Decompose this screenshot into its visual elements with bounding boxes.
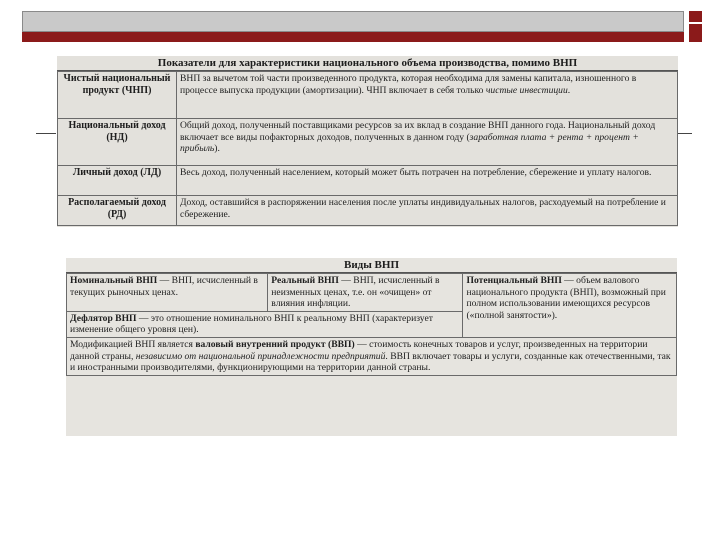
right-rule <box>678 133 692 134</box>
mod-mid: — стоимость конечных товаров и услуг, произведенных на территории данной страны, <box>70 338 648 362</box>
mod-start: Модификацией ВНП является <box>70 338 196 350</box>
mod-emphasis: независимо от национальной принадлежности предприятий <box>135 350 386 362</box>
title-bar-accent <box>22 32 684 42</box>
table-row <box>58 196 678 226</box>
left-rule <box>36 133 56 134</box>
potential-desc: — объем валового национального продукта (ВНП), возможный при полном использовании имеющихся ресурсов («полной занятости»). <box>466 275 666 321</box>
nominal-desc: — ВНП, исчисленный в текущих рыночных ценах. <box>70 275 258 298</box>
potential-term: Потенциальный ВНП <box>466 275 562 286</box>
mod-end: . ВВП включает товары и услуги, созданные как отечественными, так и иностранными производителями, функционирующими на территории данной страны. <box>70 350 671 374</box>
gnp-types-table-image <box>66 258 677 436</box>
corner-square-top <box>689 11 702 22</box>
deflator-term: Дефлятор ВНП <box>70 312 137 324</box>
table2-title: Виды ВНП <box>66 258 677 273</box>
table-row <box>58 119 678 166</box>
desc-emphasis: чистые инвестиции <box>485 84 568 96</box>
gnp-types-table <box>66 273 677 376</box>
table-row <box>58 72 678 119</box>
table-row <box>67 274 677 312</box>
indicators-table-image <box>57 56 678 227</box>
desc-emphasis: заработная плата + рента + процент + прибыль <box>180 131 639 155</box>
real-term: Реальный ВНП <box>271 275 339 286</box>
term-cell: Располагаемый доход (РД) <box>58 196 177 226</box>
desc-end: . <box>567 84 571 96</box>
modification-cell <box>67 337 677 375</box>
table1-title: Показатели для характеристики национального объема производства, помимо ВНП <box>57 56 678 71</box>
table-row <box>58 166 678 196</box>
term-cell: Национальный доход (НД) <box>58 119 177 166</box>
title-bar <box>22 11 684 32</box>
potential-cell <box>463 274 677 338</box>
deflator-cell <box>67 311 463 337</box>
desc-end: ). <box>214 143 220 155</box>
nominal-term: Номинальный ВНП <box>70 275 158 286</box>
nominal-cell <box>67 274 268 312</box>
term-cell: Чистый национальный продукт (ЧНП) <box>58 72 177 119</box>
desc-cell: Весь доход, полученный населением, который может быть потрачен на потребление, сбережение и уплату налогов. <box>177 166 678 196</box>
table-row <box>67 337 677 375</box>
desc-text: ВНП за вычетом той части произведенного продукта, которая необходима для замены капитала, изношенного в процессе выпуска продукции (амортизации). ЧНП включает в себя только <box>180 73 637 96</box>
term-cell: Личный доход (ЛД) <box>58 166 177 196</box>
real-desc: — ВНП, исчисленный в неизменных ценах, т.е. он «очищен» от влияния инфляции. <box>271 275 440 310</box>
mod-term: валовый внутренний продукт (ВВП) <box>195 338 355 350</box>
deflator-desc: — это отношение номинального ВНП к реальному ВНП (характеризует изменение общего уровня цен). <box>70 312 433 336</box>
corner-square-bottom <box>689 24 702 42</box>
desc-cell <box>177 119 678 166</box>
desc-cell <box>177 72 678 119</box>
indicators-table <box>57 71 678 226</box>
desc-cell: Доход, оставшийся в распоряжении населения после уплаты индивидуальных налогов, расходуемый на потребление и сбережение. <box>177 196 678 226</box>
desc-text: Общий доход, полученный поставщиками ресурсов за их вклад в создание ВНП данного года. Национальный доход включает все виды пофакторных доходов, полученных в данном году ( <box>180 120 656 143</box>
real-cell <box>268 274 463 312</box>
